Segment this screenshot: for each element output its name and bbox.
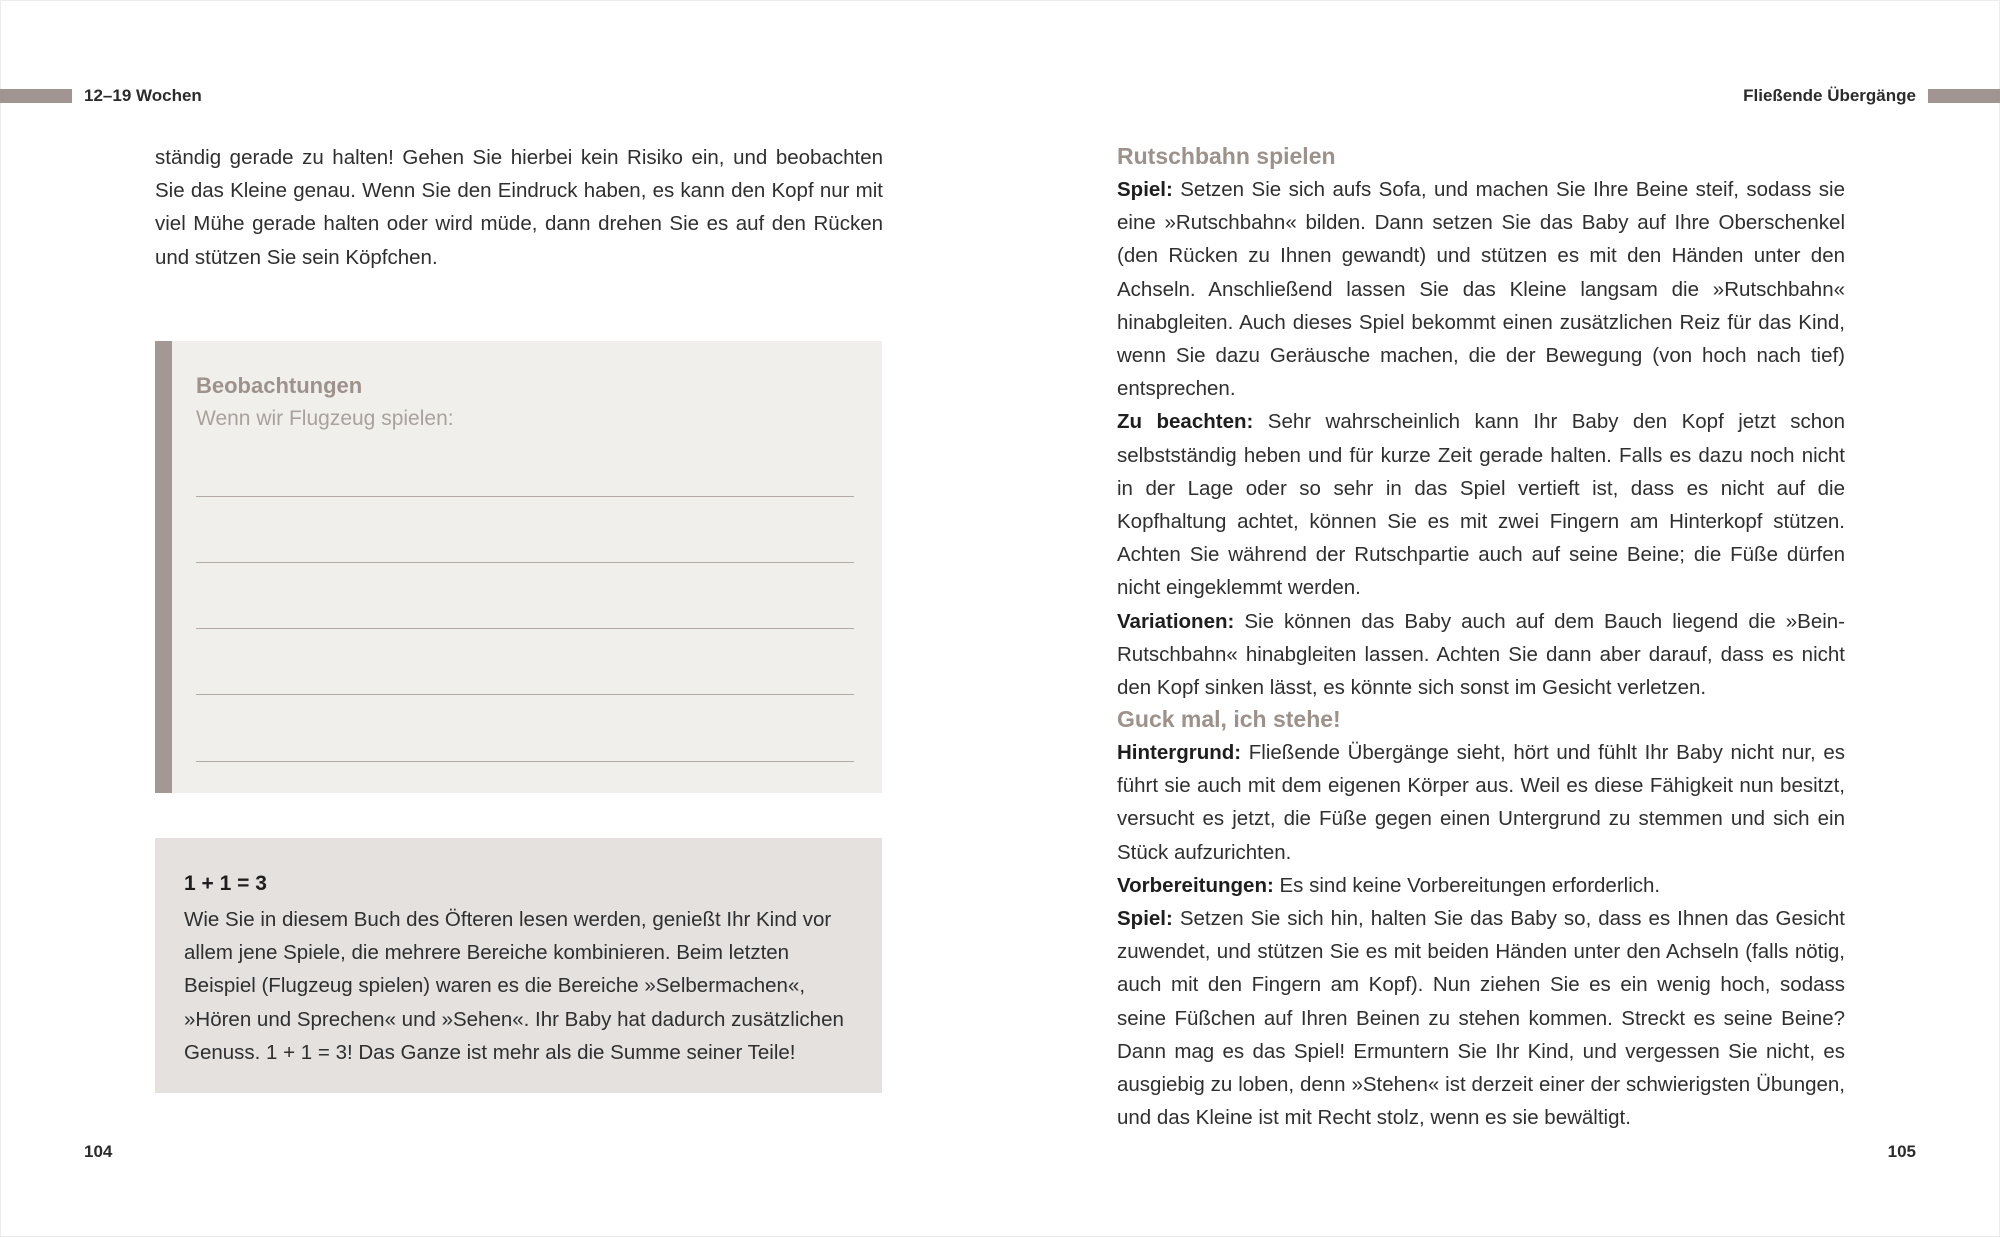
- observations-title: Beobachtungen: [196, 373, 363, 398]
- right-running-head: Fließende Übergänge: [1743, 86, 1916, 105]
- writing-line-3: [196, 628, 854, 629]
- paragraph-zu-beachten: [1117, 405, 1845, 604]
- paragraph-spiel: [1117, 902, 1845, 1134]
- paragraph-vorbereitungen: [1117, 869, 1845, 902]
- section-rutschbahn: [1117, 140, 1845, 704]
- observations-stripe: [155, 341, 172, 793]
- label-vorbereitungen: Vorbereitungen:: [1117, 873, 1274, 897]
- text-zu-beachten: Sehr wahrscheinlich kann Ihr Baby den Kopf jetzt schon selbstständig heben und für kurze Zeit gerade halten. Falls es dazu noch nicht in der Lage oder so sehr in das Spiel vertieft ist, dass es nicht auf die Kopfhaltung achtet, können Sie es mit zwei Fingern am Hinterkopf stützen. Achten Sie während der Rutschpartie auch auf seine Beine; die Füße dürfen nicht eingeklemmt werden.: [1117, 410, 1845, 600]
- left-running-head: 12–19 Wochen: [84, 86, 202, 105]
- label-zu-beachten: Zu beachten:: [1117, 410, 1254, 434]
- section-guck-mal: [1117, 703, 1845, 1134]
- section-heading: Guck mal, ich stehe!: [1117, 706, 1341, 732]
- writing-line-2: [196, 562, 854, 563]
- paragraph-variationen: [1117, 605, 1845, 705]
- left-page-number: 104: [84, 1142, 113, 1161]
- left-intro: [155, 141, 883, 274]
- right-page-number: 105: [1887, 1142, 1916, 1161]
- writing-line-4: [196, 694, 854, 695]
- info-box-text: Wie Sie in diesem Buch des Öfteren lesen werden, genießt Ihr Kind vor allem jene Spiele, die mehrere Bereiche kombinieren. Beim letzten Beispiel (Flugzeug spielen) waren es die Bereiche »Selbermachen«, »Hören und Sprechen« und »Sehen«. Ihr Baby hat dadurch zusätzlichen Genuss. 1 + 1 = 3! Das Ganze ist mehr als die Summe seiner Teile!: [184, 908, 844, 1064]
- label-hintergrund: Hintergrund:: [1117, 741, 1242, 764]
- info-box: [155, 838, 882, 1093]
- left-intro-paragraph: ständig gerade zu halten! Gehen Sie hierbei kein Risiko ein, und beobachten Sie das Kleine genau. Wenn Sie den Eindruck haben, es kann den Kopf nur mit viel Mühe gerade halten oder wird müde, dann drehen Sie es auf den Rücken und stützen Sie sein Köpfchen.: [155, 146, 883, 269]
- left-header-bar: [0, 89, 72, 103]
- label-spiel: Spiel:: [1117, 178, 1173, 201]
- text-vorbereitungen: Es sind keine Vorbereitungen erforderlich.: [1273, 873, 1661, 897]
- right-header-bar: [1928, 89, 2000, 103]
- writing-line-5: [196, 761, 854, 762]
- paragraph-spiel: [1117, 173, 1845, 405]
- text-hintergrund: Fließende Übergänge sieht, hört und fühlt Ihr Baby nicht nur, es führt sie auch mit dem eigenen Körper aus. Weil es diese Fähigkeit nun besitzt, versucht es jetzt, die Füße gegen einen Untergrund zu stemmen und sich ein Stück aufzurichten.: [1117, 741, 1845, 864]
- section-heading: Rutschbahn spielen: [1117, 143, 1336, 169]
- info-box-title: 1 + 1 = 3: [184, 872, 267, 895]
- observations-prompt: Wenn wir Flugzeug spielen:: [196, 407, 454, 430]
- text-spiel: Setzen Sie sich aufs Sofa, und machen Sie Ihre Beine steif, sodass sie eine »Rutschbahn« bilden. Dann setzen Sie das Baby auf Ihre Oberschenkel (den Rücken zu Ihnen gewandt) und stützen es mit den Händen unter den Achseln. Anschließend lassen Sie das Kleine langsam die »Rutschbahn« hinabgleiten. Auch dieses Spiel bekommt einen zusätzlichen Reiz für das Kind, wenn Sie dazu Geräusche machen, die der Bewegung (von hoch nach tief) entsprechen.: [1117, 178, 1845, 401]
- observations-box: [155, 341, 882, 793]
- writing-line-1: [196, 496, 854, 497]
- paragraph-hintergrund: [1117, 736, 1845, 869]
- text-spiel: Setzen Sie sich hin, halten Sie das Baby so, dass es Ihnen das Gesicht zuwendet, und stützen Sie es mit beiden Händen unter den Achseln (falls nötig, auch mit den Fingern am Kopf). Nun ziehen Sie es ein wenig hoch, sodass seine Füßchen auf Ihren Beinen zu stehen kommen. Streckt es seine Beine? Dann mag es das Spiel! Ermuntern Sie Ihr Kind, und vergessen Sie nicht, es ausgiebig zu loben, denn »Stehen« ist derzeit einer der schwierigsten Übungen, und das Kleine ist mit Recht stolz, wenn es sie bewältigt.: [1117, 907, 1845, 1130]
- text-variationen: Sie können das Baby auch auf dem Bauch liegend die »Bein-Rutschbahn« hinabgleiten lassen. Achten Sie dann aber darauf, dass es nicht den Kopf sinken lässt, es könnte sich sonst im Gesicht verletzen.: [1117, 609, 1845, 700]
- label-spiel: Spiel:: [1117, 907, 1173, 931]
- label-variationen: Variationen:: [1117, 609, 1235, 633]
